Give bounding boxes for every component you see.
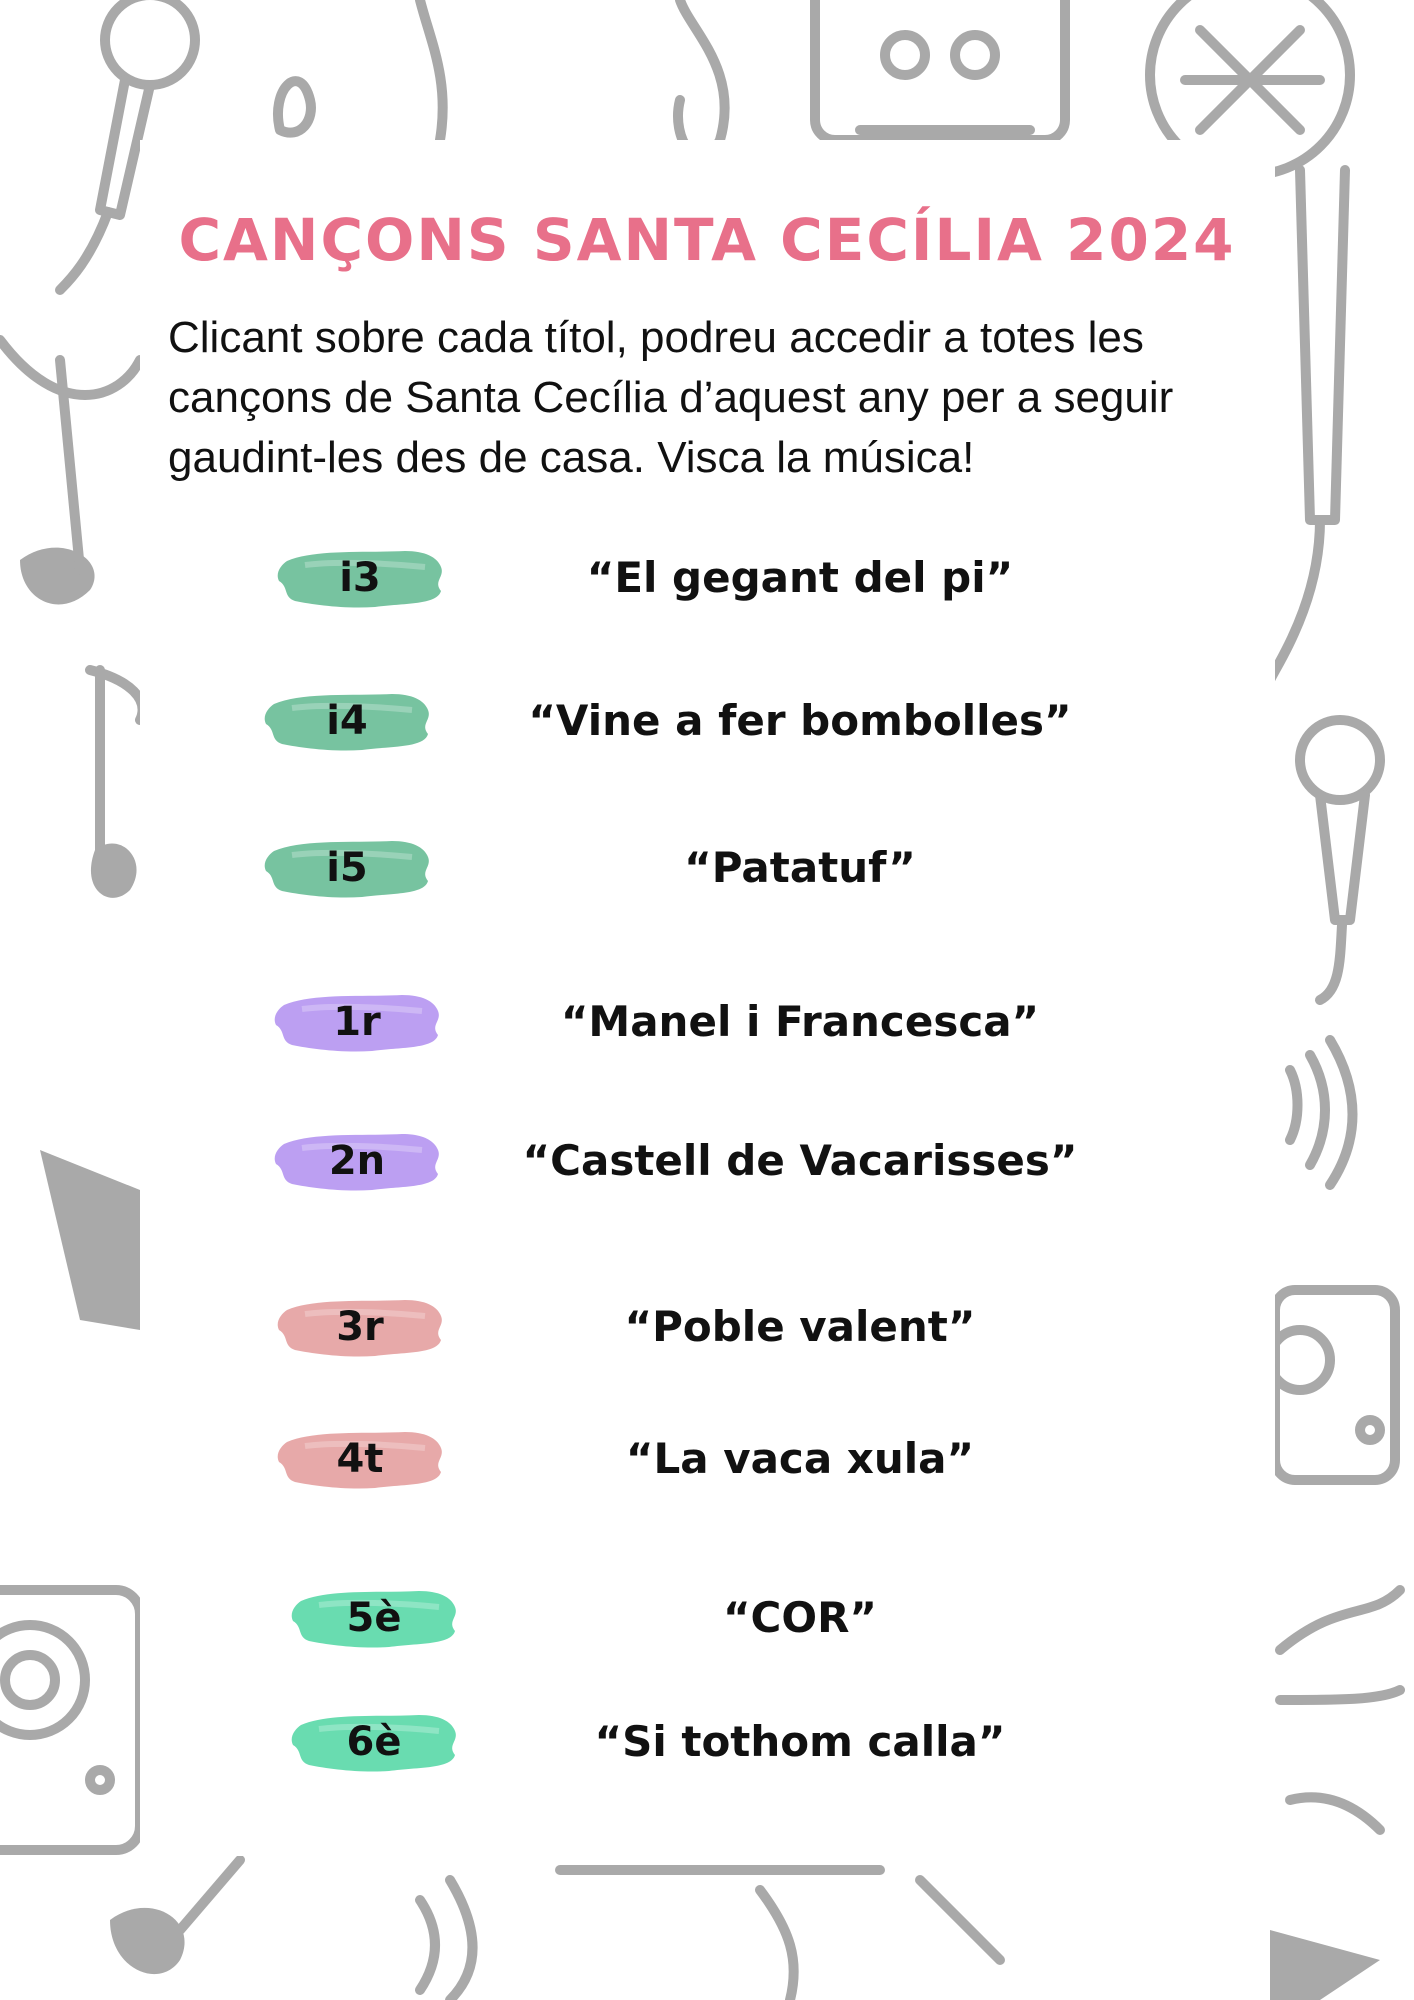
grade-badge <box>275 543 445 613</box>
cassette-icon <box>815 0 1065 140</box>
grade-label: 3r <box>336 1304 384 1350</box>
intro-text: Clicant sobre cada títol, podreu accedir a totes les cançons de Santa Cecília d’aquest any per a seguir gaudint-les des de casa. Visca la música! <box>168 313 1174 482</box>
song-title-link[interactable]: “Patatuf” <box>684 843 916 892</box>
music-note-icon <box>678 0 725 157</box>
grade-label: 2n <box>328 1138 386 1184</box>
song-title-link[interactable]: “La vaca xula” <box>625 1434 975 1483</box>
song-row <box>0 543 1414 623</box>
grade-badge <box>275 1424 445 1494</box>
page-title: CANÇONS SANTA CECÍLIA 2024 <box>178 206 1236 274</box>
song-row <box>0 1424 1414 1504</box>
grade-label: 1r <box>333 999 381 1045</box>
grade-badge <box>275 1292 445 1362</box>
speaker-icon <box>1270 1930 1380 2000</box>
sound-waves-icon <box>420 1880 473 2000</box>
grade-label: 4t <box>336 1436 384 1482</box>
grade-badge <box>262 833 432 903</box>
song-title-link[interactable]: “El gegant del pi” <box>586 553 1014 602</box>
song-title-link[interactable]: “Manel i Francesca” <box>560 997 1040 1046</box>
grade-label: i3 <box>339 555 381 601</box>
grade-badge <box>272 1126 442 1196</box>
grade-label: i5 <box>326 845 368 891</box>
grade-label: 5è <box>346 1595 402 1641</box>
song-title-link[interactable]: “Poble valent” <box>624 1302 976 1351</box>
grade-label: 6è <box>346 1719 402 1765</box>
music-note-icon <box>560 1870 1000 2000</box>
song-row <box>0 1707 1414 1787</box>
song-row <box>0 833 1414 913</box>
grade-badge <box>272 987 442 1057</box>
song-title-link[interactable]: “Castell de Vacarisses” <box>522 1136 1078 1185</box>
music-note-icon <box>278 0 443 140</box>
song-row <box>0 1126 1414 1206</box>
grade-badge <box>289 1583 459 1653</box>
song-title-link[interactable]: “Vine a fer bombolles” <box>528 696 1072 745</box>
grade-badge <box>262 686 432 756</box>
grade-badge <box>289 1707 459 1777</box>
song-title-link[interactable]: “COR” <box>722 1593 878 1642</box>
song-row <box>0 1292 1414 1372</box>
song-row <box>0 686 1414 766</box>
music-note-icon <box>110 1860 240 1974</box>
song-row <box>0 1583 1414 1663</box>
grade-label: i4 <box>326 698 368 744</box>
song-row <box>0 987 1414 1067</box>
song-title-link[interactable]: “Si tothom calla” <box>594 1717 1006 1766</box>
